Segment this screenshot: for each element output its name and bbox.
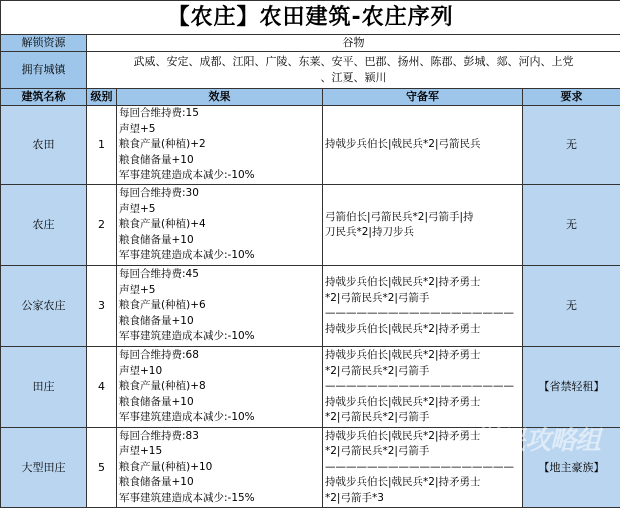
effect-line: 粮食产量(种植)+8 bbox=[119, 379, 322, 395]
cities-label: 拥有城镇 bbox=[1, 52, 87, 89]
effect-line: 粮食储备量+10 bbox=[119, 475, 322, 491]
guard-line: 持戟步兵伯长|戟民兵*2|持矛勇士 bbox=[325, 429, 522, 445]
building-name: 农田 bbox=[1, 106, 87, 185]
effect-line: 每回合维持费:45 bbox=[119, 267, 322, 283]
header-level: 级别 bbox=[87, 89, 117, 106]
guard-line: *2|弓箭民兵*2|弓箭手 bbox=[325, 291, 522, 307]
building-effects bbox=[117, 266, 323, 347]
effect-line: 军事建筑建造成本减少:-15% bbox=[119, 491, 322, 507]
effect-line: 每回合维持费:68 bbox=[119, 348, 322, 364]
building-effects bbox=[117, 347, 323, 428]
cities-value bbox=[87, 52, 620, 89]
cities-line-2: 、江夏、颍川 bbox=[91, 70, 616, 86]
effect-line: 粮食储备量+10 bbox=[119, 395, 322, 411]
building-level: 3 bbox=[87, 266, 117, 347]
header-effect: 效果 bbox=[117, 89, 323, 106]
building-name: 农庄 bbox=[1, 185, 87, 266]
building-level: 5 bbox=[87, 428, 117, 508]
effect-line: 粮食产量(种植)+2 bbox=[119, 137, 322, 153]
guard-line: 持戟步兵伯长|戟民兵*2|持矛勇士 bbox=[325, 275, 522, 291]
building-effects bbox=[117, 106, 323, 185]
building-level: 2 bbox=[87, 185, 117, 266]
building-requirement: 无 bbox=[523, 185, 620, 266]
effect-line: 军事建筑建造成本减少:-10% bbox=[119, 168, 322, 184]
building-guard bbox=[323, 266, 523, 347]
effect-line: 声望+10 bbox=[119, 364, 322, 380]
effect-line: 每回合维持费:83 bbox=[119, 429, 322, 445]
effect-line: 粮食产量(种植)+6 bbox=[119, 298, 322, 314]
building-name: 田庄 bbox=[1, 347, 87, 428]
table-row bbox=[1, 106, 620, 185]
guard-line: *2|弓箭民兵*2|弓箭手 bbox=[325, 364, 522, 380]
table-row bbox=[1, 266, 620, 347]
header-name: 建筑名称 bbox=[1, 89, 87, 106]
building-effects bbox=[117, 185, 323, 266]
effect-line: 军事建筑建造成本减少:-10% bbox=[119, 410, 322, 426]
effect-line: 声望+15 bbox=[119, 444, 322, 460]
guard-line: 持戟步兵伯长|戟民兵*2|弓箭民兵 bbox=[325, 137, 522, 153]
effect-line: 声望+5 bbox=[119, 283, 322, 299]
guard-line: —————————————————— bbox=[325, 306, 522, 322]
building-name: 大型田庄 bbox=[1, 428, 87, 508]
unlock-value: 谷物 bbox=[87, 35, 620, 52]
guard-line: 持戟步兵伯长|戟民兵*2|持矛勇士 bbox=[325, 322, 522, 338]
building-guard bbox=[323, 106, 523, 185]
guard-line: *2|弓箭民兵*2|弓箭手 bbox=[325, 444, 522, 460]
guard-line: —————————————————— bbox=[325, 379, 522, 395]
building-guard bbox=[323, 185, 523, 266]
effect-line: 粮食产量(种植)+4 bbox=[119, 217, 322, 233]
effect-line: 声望+5 bbox=[119, 122, 322, 138]
guard-line: *2|弓箭民兵*2|弓箭手 bbox=[325, 410, 522, 426]
guard-line: 持戟步兵伯长|戟民兵*2|持矛勇士 bbox=[325, 395, 522, 411]
header-require: 要求 bbox=[523, 89, 620, 106]
effect-line: 军事建筑建造成本减少:-10% bbox=[119, 248, 322, 264]
building-name: 公家农庄 bbox=[1, 266, 87, 347]
effect-line: 粮食产量(种植)+10 bbox=[119, 460, 322, 476]
building-requirement: 【省禁轻租】 bbox=[523, 347, 620, 428]
building-requirement: 无 bbox=[523, 106, 620, 185]
guard-line: 刀民兵*2|持刀步兵 bbox=[325, 225, 522, 241]
effect-line: 粮食储备量+10 bbox=[119, 153, 322, 169]
guard-line: *2|弓箭手*3 bbox=[325, 491, 522, 507]
effect-line: 每回合维持费:15 bbox=[119, 106, 322, 122]
header-guard: 守备军 bbox=[323, 89, 523, 106]
effect-line: 粮食储备量+10 bbox=[119, 233, 322, 249]
building-requirement: 无 bbox=[523, 266, 620, 347]
table-title: 【农庄】农田建筑-农庄序列 bbox=[1, 1, 620, 35]
table-row bbox=[1, 347, 620, 428]
effect-line: 声望+5 bbox=[119, 202, 322, 218]
cities-line-1: 武威、安定、成都、江阳、广陵、东莱、安平、巴郡、扬州、陈郡、彭城、郯、河内、上党 bbox=[91, 54, 616, 70]
guard-line: 持戟步兵伯长|戟民兵*2|持矛勇士 bbox=[325, 475, 522, 491]
building-effects bbox=[117, 428, 323, 508]
building-level: 4 bbox=[87, 347, 117, 428]
unlock-label: 解锁资源 bbox=[1, 35, 87, 52]
guard-line: —————————————————— bbox=[325, 460, 522, 476]
effect-line: 军事建筑建造成本减少:-10% bbox=[119, 329, 322, 345]
building-guard bbox=[323, 347, 523, 428]
effect-line: 粮食储备量+10 bbox=[119, 314, 322, 330]
building-level: 1 bbox=[87, 106, 117, 185]
table-row bbox=[1, 185, 620, 266]
guard-line: 持戟步兵伯长|戟民兵*2|持矛勇士 bbox=[325, 348, 522, 364]
building-requirement: 【地主豪族】 bbox=[523, 428, 620, 508]
effect-line: 每回合维持费:30 bbox=[119, 186, 322, 202]
guard-line: 弓箭伯长|弓箭民兵*2|弓箭手|持 bbox=[325, 210, 522, 226]
watermark-logo: 游民攻略组 bbox=[475, 420, 600, 457]
